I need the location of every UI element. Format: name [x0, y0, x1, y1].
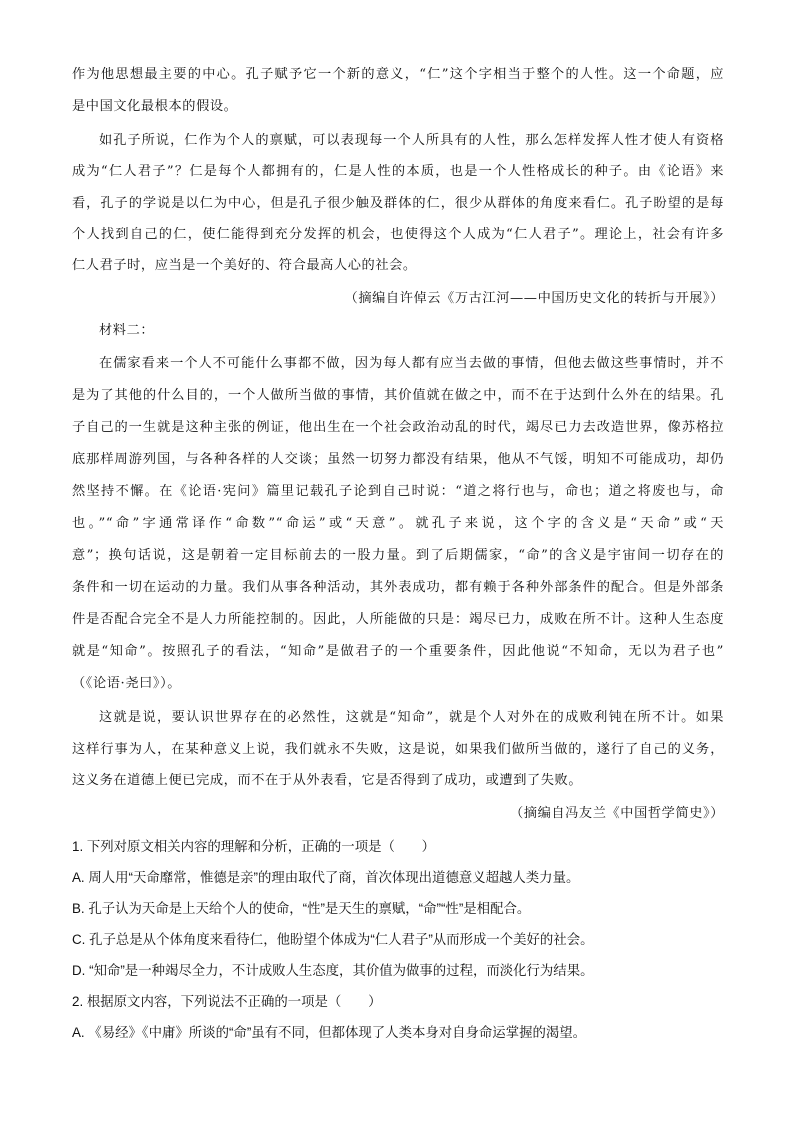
passage-line: 是中国文化最根本的假设。: [72, 99, 238, 114]
passage-line: 如孔子所说，仁作为个人的禀赋，可以表现每一个人所具有的人性，那么怎样发挥人性才使人有资格: [99, 133, 724, 148]
passage-line: 在儒家看来一个人不可能什么事都不做，因为每人都有应当去做的事情，但他去做这些事情时，并不: [99, 356, 724, 371]
question-1-option-d[interactable]: D. “知命”是一种竭尽全力，不计成败人生态度，其价值为做事的过程，而淡化行为结果。: [72, 963, 594, 978]
source-citation: （摘编自冯友兰《中国哲学简史》）: [510, 806, 724, 821]
passage-line: 这样行事为人，在某种意义上说，我们就永不失败，这是说，如果我们做所当做的，遂行了自己的义务，: [72, 742, 724, 757]
question-1-stem: 1. 下列对原文相关内容的理解和分析，正确的一项是（ ）: [72, 839, 436, 854]
passage-line: 这就是说，要认识世界存在的必然性，这就是“知命”，就是个人对外在的成败利钝在所不计。如果: [99, 710, 724, 725]
material-label: 材料二：: [99, 323, 155, 338]
passage-line: 这义务在道德上便已完成，而不在于从外表看，它是否得到了成功，或遭到了失败。: [72, 773, 583, 788]
passage-line: 成为“仁人君子”？仁是每个人都拥有的，仁是人性的本质，也是一个人性格成长的种子。由《论语》来: [72, 164, 724, 179]
passage-line: 意”；换句话说，这是朝着一定目标前去的一股力量。到了后期儒家，“命”的含义是宇宙间一切存在的: [72, 548, 724, 563]
passage-line: （《论语·尧曰》）。: [72, 676, 182, 691]
passage-line: 底那样周游列国，与各种各样的人交谈；虽然一切努力都没有结果，他从不气馁，明知不可能成功，却仍: [72, 452, 724, 467]
passage-line: 条件和一切在运动的力量。我们从事各种活动，其外表成功，都有赖于各种外部条件的配合。但是外部条: [72, 580, 724, 595]
source-citation: （摘编自许倬云《万古江河——中国历史文化的转折与开展》）: [344, 291, 724, 306]
question-1-option-c[interactable]: C. 孔子总是从个体角度来看待仁，他盼望个体成为“仁人君子”从而形成一个美好的社会。: [72, 932, 594, 947]
passage-line: 个人找到自己的仁，使仁能得到充分发挥的机会，也使得这个人成为“仁人君子”。理论上，社会有许多: [72, 227, 724, 242]
passage-line: 然坚持不懈。在《论语·宪问》篇里记载孔子论到自己时说：“道之将行也与，命也；道之将废也与，命: [72, 484, 724, 499]
passage-line: 也。”“命”字通常译作“命数”“命运”或“天意”。就孔子来说，这个字的含义是“天命”或“天: [72, 516, 724, 531]
question-2-stem: 2. 根据原文内容，下列说法不正确的一项是（ ）: [72, 994, 382, 1009]
passage-line: 是为了其他的什么目的，一个人做所当做的事情，其价值就在做之中，而不在于达到什么外在的结果。孔: [72, 388, 724, 403]
passage-line: 作为他思想最主要的中心。孔子赋予它一个新的意义，“仁”这个字相当于整个的人性。这一个命题，应: [72, 67, 724, 82]
passage-line: 看，孔子的学说是以仁为中心，但是孔子很少触及群体的仁，很少从群体的角度来看仁。孔子盼望的是每: [72, 196, 724, 211]
passage-line: 仁人君子时，应当是一个美好的、符合最高人心的社会。: [72, 258, 417, 273]
passage-line: 就是“知命”。按照孔子的看法，“知命”是做君子的一个重要条件，因此他说“不知命，无以为君子也”: [72, 644, 724, 659]
question-1-option-b[interactable]: B. 孔子认为天命是上天给个人的使命，“性”是天生的禀赋，“命”“性”是相配合。: [72, 901, 531, 916]
question-2-option-a[interactable]: A. 《易经》《中庸》所谈的“命”虽有不同，但都体现了人类本身对自身命运掌握的渴望。: [72, 1025, 587, 1040]
passage-line: 子自己的一生就是这种主张的例证，他出生在一个社会政治动乱的时代，竭尽已力去改造世界，像苏格拉: [72, 420, 724, 435]
question-1-option-a[interactable]: A. 周人用“天命靡常，惟德是亲”的理由取代了商，首次体现出道德意义超越人类力量。: [72, 870, 580, 885]
passage-line: 件是否配合完全不是人力所能控制的。因此，人所能做的只是：竭尽已力，成败在所不计。这种人生态度: [72, 612, 724, 627]
